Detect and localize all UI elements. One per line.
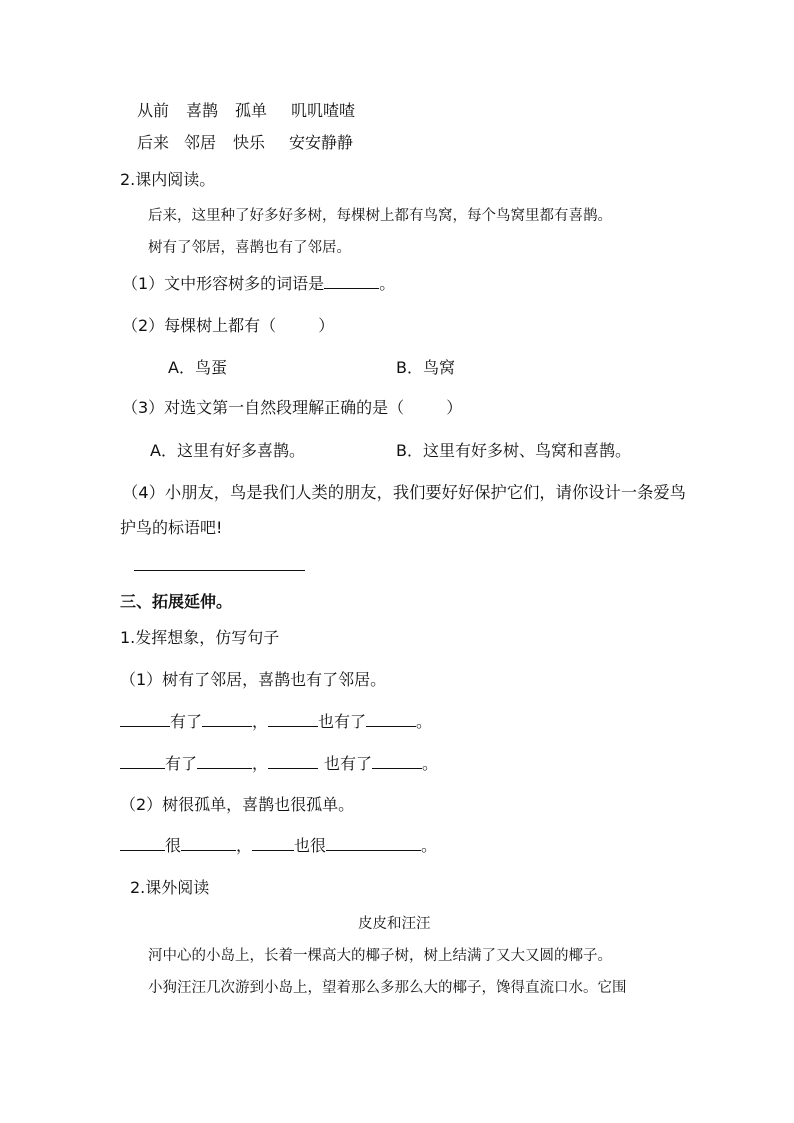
word: 安安静静 <box>289 133 354 152</box>
option-a: A．鸟蛋 <box>168 358 227 377</box>
word: 从前 <box>137 101 170 120</box>
question-4-line-2: 护鸟的标语吧! <box>120 518 223 537</box>
option-b: B．这里有好多树、鸟窝和喜鹊。 <box>396 441 631 460</box>
sub-heading: 1.发挥想象，仿写句子 <box>120 628 280 647</box>
word: 邻居 <box>184 133 217 152</box>
answer-line[interactable] <box>134 570 305 571</box>
section-heading: 2.课内阅读。 <box>120 170 216 189</box>
fill-pattern <box>120 712 432 732</box>
answer-blank[interactable] <box>326 836 421 851</box>
question-2-text: （2）每棵树上都有（ <box>122 316 277 335</box>
sub-heading: 2.课外阅读 <box>130 878 210 897</box>
story-line: 河中心的小岛上，长着一棵高大的椰子树，树上结满了又大又圆的椰子。 <box>148 948 612 964</box>
word: 叽叽喳喳 <box>291 101 356 120</box>
answer-blank[interactable] <box>268 754 318 769</box>
pattern-word: 很 <box>165 836 182 855</box>
story-title: 皮皮和汪汪 <box>358 916 431 932</box>
question-3-close: ） <box>446 398 463 417</box>
answer-blank[interactable] <box>252 836 294 851</box>
example-sentence: （2）树很孤单，喜鹊也很孤单。 <box>120 795 355 814</box>
pattern-comma: ， <box>252 754 269 773</box>
word: 后来 <box>137 133 170 152</box>
answer-blank[interactable] <box>372 754 422 769</box>
fill-pattern <box>120 754 438 774</box>
question-4-line-1: （4）小朋友，鸟是我们人类的朋友，我们要好好保护它们，请你设计一条爱鸟 <box>122 483 686 502</box>
story-line: 小狗汪汪几次游到小岛上，望着那么多那么大的椰子，馋得直流口水。它围 <box>148 980 627 996</box>
pattern-end: 。 <box>416 712 433 731</box>
question-2-close: ） <box>318 316 335 335</box>
question-3 <box>122 398 462 418</box>
answer-blank[interactable] <box>268 712 318 727</box>
question-3-text: （3）对选文第一自然段理解正确的是（ <box>122 398 405 417</box>
word-row-1 <box>137 101 355 121</box>
passage-line: 树有了邻居，喜鹊也有了邻居。 <box>148 240 351 256</box>
question-1 <box>122 274 395 294</box>
pattern-comma: ， <box>252 712 269 731</box>
word: 孤单 <box>235 101 268 120</box>
pattern-word: 有了 <box>170 712 203 731</box>
answer-blank[interactable] <box>366 712 416 727</box>
question-1-end: 。 <box>379 274 396 293</box>
pattern-comma: ， <box>236 836 253 855</box>
pattern-word: 也很 <box>294 836 327 855</box>
answer-blank[interactable] <box>197 754 252 769</box>
answer-blank[interactable] <box>120 754 165 769</box>
answer-blank[interactable] <box>120 836 165 851</box>
word: 喜鹊 <box>186 101 219 120</box>
fill-pattern <box>120 836 437 856</box>
answer-blank[interactable] <box>324 274 379 289</box>
option-b: B．鸟窝 <box>396 358 455 377</box>
answer-blank[interactable] <box>120 712 170 727</box>
section-heading: 三、拓展延伸。 <box>120 592 233 611</box>
answer-blank[interactable] <box>181 836 236 851</box>
word-row-2 <box>137 133 353 153</box>
pattern-word: 也有了 <box>318 712 367 731</box>
pattern-end: 。 <box>422 754 439 773</box>
pattern-word: 有了 <box>165 754 198 773</box>
question-2 <box>122 316 334 336</box>
word: 快乐 <box>233 133 266 152</box>
pattern-end: 。 <box>421 836 438 855</box>
passage-line: 后来，这里种了好多好多树，每棵树上都有鸟窝，每个鸟窝里都有喜鹊。 <box>148 208 612 224</box>
pattern-word: 也有了 <box>324 754 373 773</box>
example-sentence: （1）树有了邻居，喜鹊也有了邻居。 <box>120 670 387 689</box>
question-1-text: （1）文中形容树多的词语是 <box>122 274 325 293</box>
option-a: A．这里有好多喜鹊。 <box>150 441 305 460</box>
answer-blank[interactable] <box>202 712 252 727</box>
